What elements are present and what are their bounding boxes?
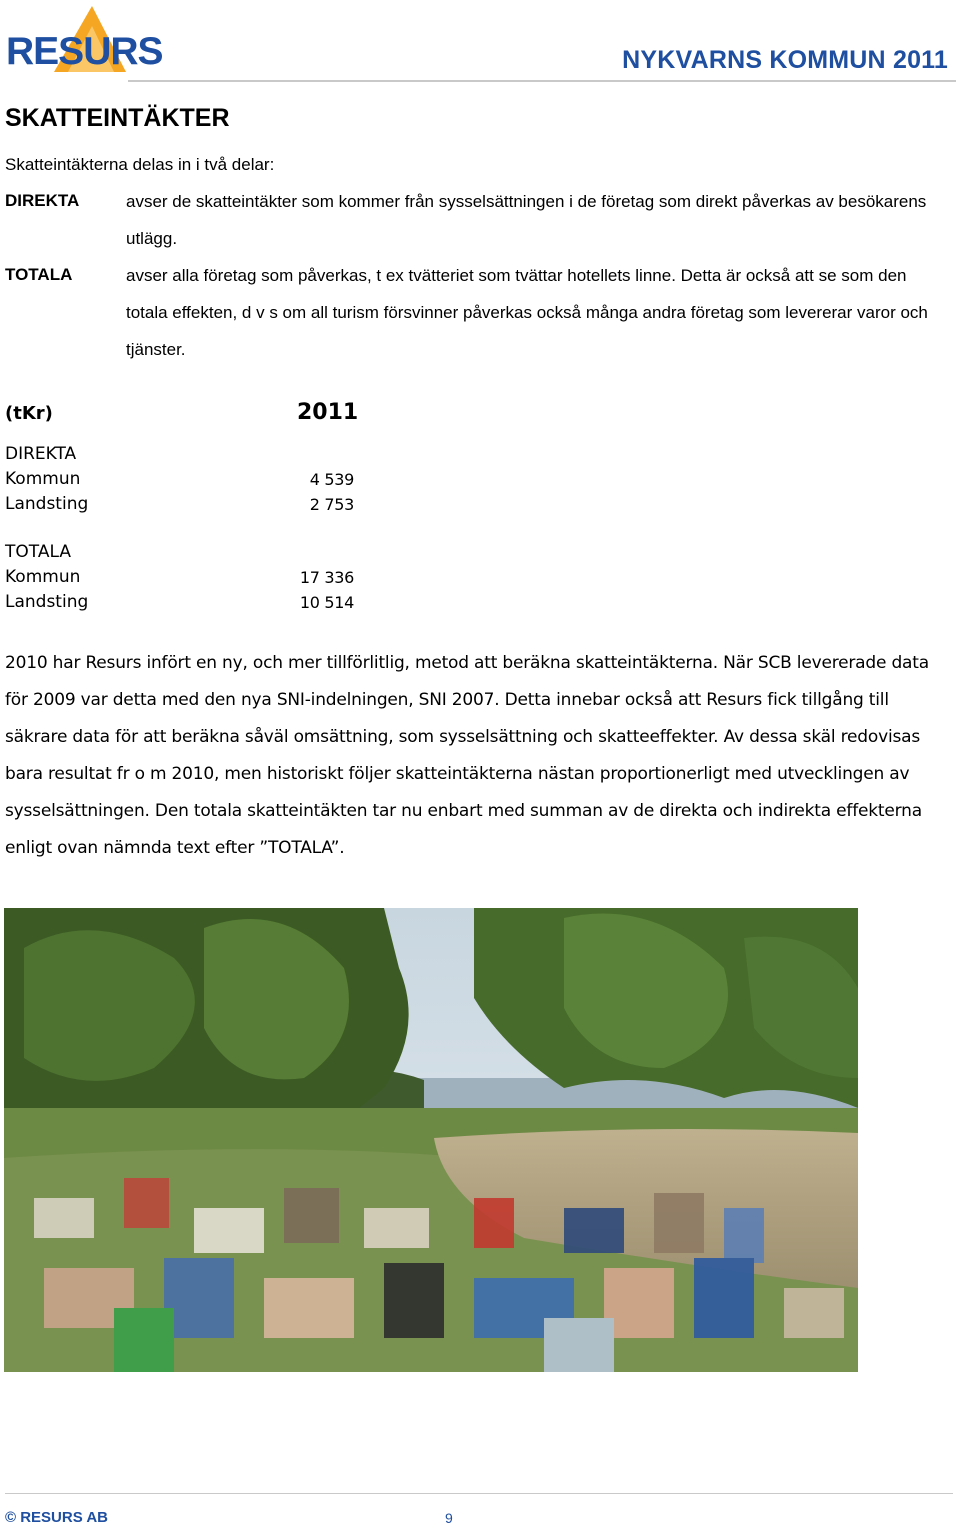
- table-year: 2011: [297, 400, 359, 425]
- resurs-logo: [2, 4, 163, 74]
- page-heading: SKATTEINTÄKTER: [5, 104, 230, 132]
- beach-photo: [4, 908, 858, 1372]
- definition-term-direkta: DIREKTA: [5, 191, 80, 210]
- table-row-value: 17 336: [299, 568, 354, 587]
- table-group-title: TOTALA: [5, 542, 71, 562]
- header-divider: [128, 80, 956, 82]
- table-row-value: 4 539: [309, 470, 354, 489]
- table-row-value: 10 514: [299, 593, 354, 612]
- table-row-label: Kommun: [5, 567, 81, 587]
- document-title: NYKVARNS KOMMUN 2011: [622, 46, 948, 74]
- footer-company: © RESURS AB: [5, 1509, 109, 1526]
- page-header: [0, 0, 960, 84]
- table-unit: (tKr): [5, 403, 53, 424]
- page-number: 9: [445, 1510, 453, 1526]
- table-row-label: Kommun: [5, 469, 81, 489]
- table-row-value: 2 753: [309, 495, 354, 514]
- table-row-label: Landsting: [5, 494, 89, 514]
- method-paragraph: 2010 har Resurs infört en ny, och mer tillförlitlig, metod att beräkna skatteintäkterna. När SCB levererade data för 2009 var detta med den nya SNI-indelningen, SNI 2007. Detta innebar också att Resurs fick tillgång till säkrare data för att beräkna såväl omsättning, som sysselsättning och skatteeffekter. Av dessa skäl redovisas bara resultat fr o m 2010, men historiskt följer skatteintäkterna nästan proportionerligt med utvecklingen av sysselsättningen. Den totala skatteintäkten tar nu enbart med summan av de direkta och indirekta effekterna enligt ovan nämnda text efter ”TOTALA”.: [5, 653, 929, 858]
- definition-term-totala: TOTALA: [5, 265, 73, 284]
- intro-text: Skatteintäkterna delas in i två delar:: [5, 155, 275, 174]
- definition-text-totala: avser alla företag som påverkas, t ex tvätteriet som tvättar hotellets linne. Detta är också att se som den totala effekten, d v s om all turism försvinner påverkas också många andra företag som levererar varor och tjänster.: [126, 266, 928, 359]
- table-group-title: DIREKTA: [5, 444, 77, 464]
- table-row-label: Landsting: [5, 592, 89, 612]
- definition-text-direkta: avser de skatteintäkter som kommer från sysselsättningen i de företag som direkt påverkas av besökarens utlägg.: [126, 192, 927, 248]
- logo-text: RESURS: [6, 30, 163, 73]
- footer-divider: [5, 1493, 953, 1494]
